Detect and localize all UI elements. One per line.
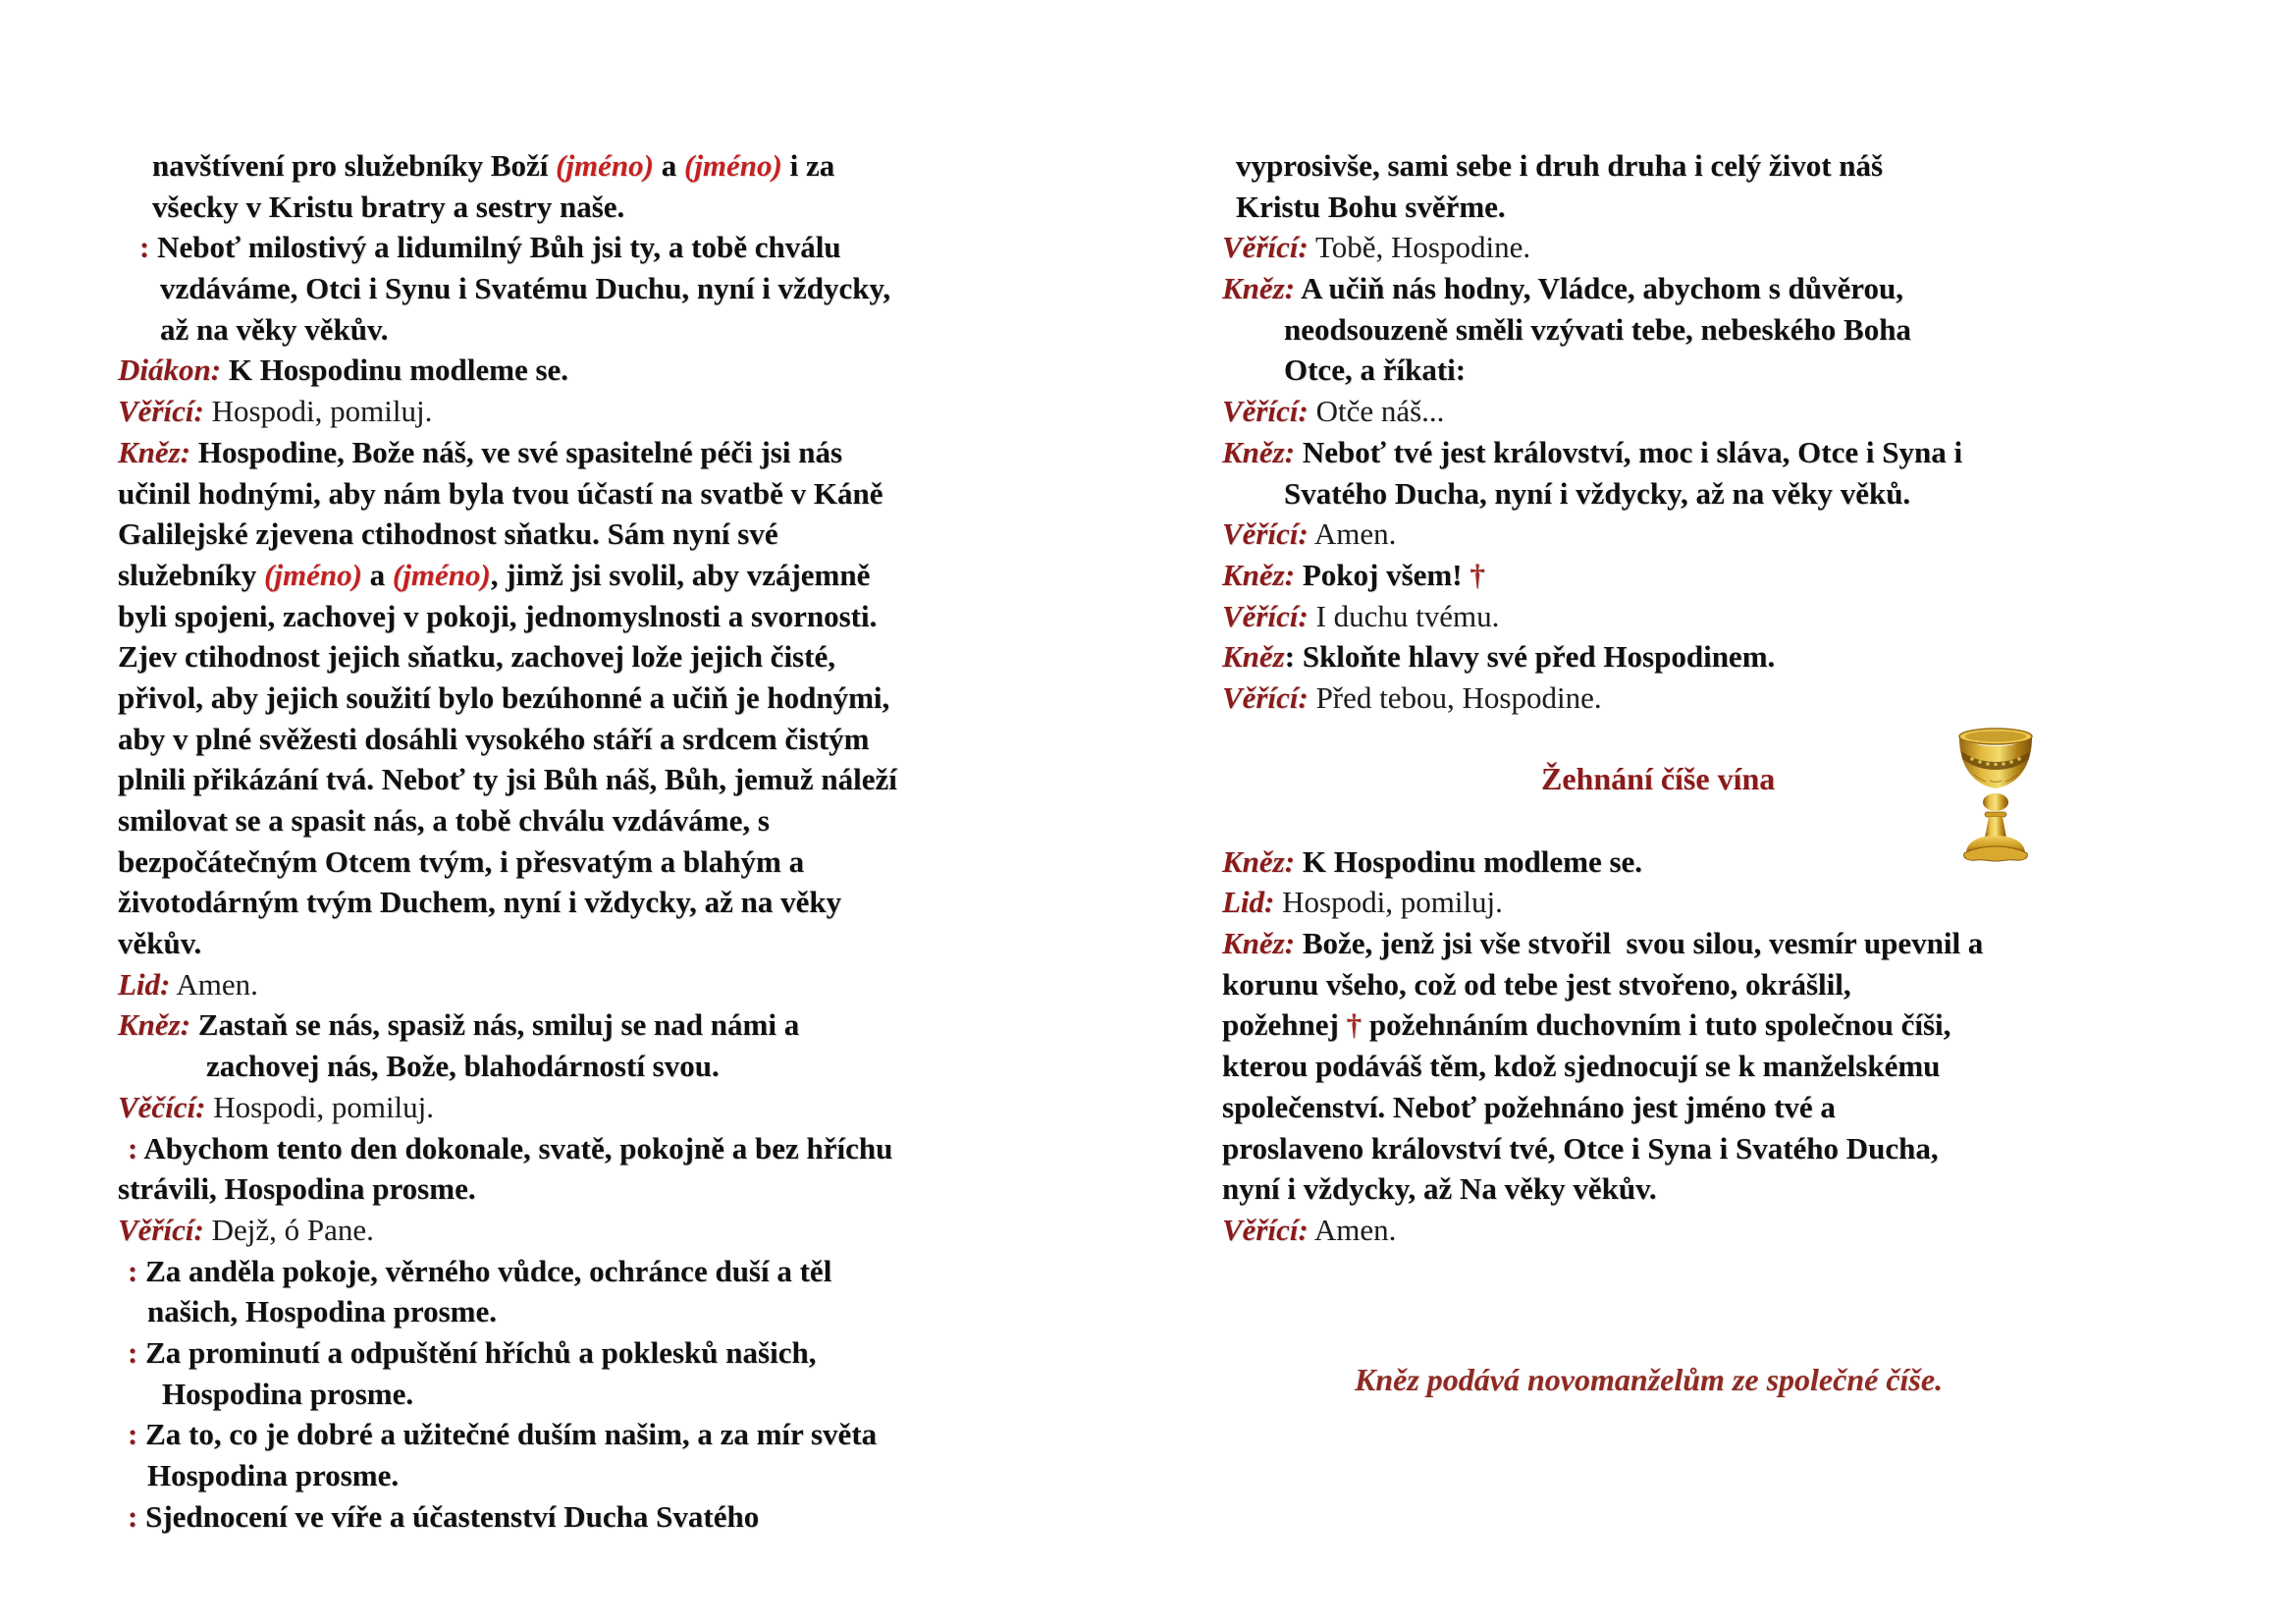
text-line [1222, 391, 2204, 432]
speaker-label: Diákon: [118, 352, 222, 388]
liturgy-text: korunu všeho, což od tebe jest stvořeno, okrášlil, [1222, 966, 1851, 1001]
speaker-label: Kněz: [1222, 434, 1296, 469]
response-text: Amen. [170, 966, 258, 1001]
liturgy-text: požehnej [1222, 1007, 1347, 1043]
liturgy-text: A učiň nás hodny, Vládce, abychom s důvěrou, [1295, 271, 1903, 306]
liturgy-text: všecky v Kristu bratry a sestry naše. [152, 189, 625, 224]
liturgy-text: navštívení pro služebníky Boží [152, 148, 557, 183]
text-line [1222, 227, 2204, 268]
liturgy-text: Zjev ctihodnost jejich sňatku, zachovej lože jejich čisté, [118, 639, 835, 675]
liturgy-text: neodsouzeně směli vzývati tebe, nebeského Boha [1284, 311, 1911, 347]
name-placeholder: (jméno) [556, 148, 654, 183]
liturgy-text: zachovej nás, Bože, blahodárností svou. [206, 1049, 720, 1084]
liturgy-text: našich, Hospodina prosme. [147, 1294, 498, 1329]
text-line [1222, 473, 2204, 514]
text-line [1222, 187, 2204, 228]
text-line [118, 391, 1099, 432]
text-line [118, 1374, 1099, 1415]
name-placeholder: (jméno) [684, 148, 782, 183]
liturgy-text: Svatého Ducha, nyní i vždycky, až na věky věků. [1284, 475, 1911, 511]
liturgy-text: Neboť milostivý a lidumilný Bůh jsi ty, a tobě chválu [157, 230, 841, 265]
liturgy-text: proslaveno království tvé, Otce i Syna i Svatého Ducha, [1222, 1130, 1939, 1165]
liturgy-text: společenství. Neboť požehnáno jest jméno tvé a [1222, 1089, 1836, 1124]
liturgy-text: strávili, Hospodina prosme. [118, 1171, 476, 1207]
liturgy-text: Kristu Bohu svěřme. [1236, 189, 1506, 224]
response-text: Před tebou, Hospodine. [1308, 679, 1602, 715]
text-line [118, 1414, 1099, 1455]
blank-line [1222, 800, 2204, 841]
litany-colon-marker: : [139, 230, 158, 265]
speaker-label: Věčící: [118, 1089, 206, 1124]
response-text: I duchu tvému. [1308, 598, 1500, 633]
liturgy-text: smilovat se a spasit nás, a tobě chválu vzdáváme, s [118, 803, 770, 838]
response-text: Tobě, Hospodine. [1308, 230, 1531, 265]
liturgy-text: Sjednocení ve víře a účastenství Ducha Svatého [145, 1498, 760, 1534]
text-line [1222, 882, 2204, 923]
text-line [118, 350, 1099, 391]
liturgy-text: Za prominutí a odpuštění hříchů a poklesků našich, [145, 1334, 817, 1370]
right-text-column [1222, 145, 2204, 1401]
text-line [118, 759, 1099, 800]
response-text: Amen. [1308, 516, 1397, 552]
text-line [1222, 964, 2204, 1005]
speaker-label: Věřící: [1222, 679, 1308, 715]
text-line [118, 1128, 1099, 1169]
text-line [1222, 1004, 2204, 1046]
liturgy-text: Pokoj všem! [1295, 557, 1470, 592]
speaker-label: Kněz: [118, 434, 191, 469]
liturgy-text: vyprosivše, sami sebe i druh druha i celý život náš [1236, 148, 1884, 183]
text-line [118, 841, 1099, 883]
liturgy-text: až na věky věkův. [160, 311, 389, 347]
blessing-cross-icon: † [1469, 557, 1485, 592]
text-line [1222, 923, 2204, 964]
litany-colon-marker: : [128, 1334, 146, 1370]
liturgy-text: plnili přikázání tvá. Neboť ty jsi Bůh náš, Bůh, jemuž náleží [118, 762, 897, 797]
liturgy-text: přivol, aby jejich soužití bylo bezúhonné a učiň je hodnými, [118, 679, 890, 715]
liturgy-text: Za to, co je dobré a užitečné duším našim, a za mír světa [145, 1417, 878, 1452]
text-line [1222, 841, 2204, 883]
text-line [1222, 1046, 2204, 1087]
text-line [1222, 432, 2204, 473]
text-line [118, 1210, 1099, 1251]
response-text: Otče náš... [1308, 394, 1445, 429]
liturgy-text: K Hospodinu modleme se. [221, 352, 569, 388]
speaker-label: Kněz: [1222, 271, 1296, 306]
text-line [1222, 555, 2204, 596]
speaker-label: Kněz: [1222, 926, 1296, 961]
text-line [118, 1291, 1099, 1332]
name-placeholder: (jméno) [264, 557, 362, 592]
text-line [1222, 636, 2204, 677]
liturgy-text: nyní i vždycky, až Na věky věkův. [1222, 1171, 1657, 1207]
text-line [118, 923, 1099, 964]
text-line [118, 677, 1099, 719]
text-line [118, 227, 1099, 268]
text-line [118, 514, 1099, 555]
liturgy-text: Zastaň se nás, spasiž nás, smiluj se nad námi a [190, 1007, 800, 1043]
liturgy-text: bezpočátečným Otcem tvým, i přesvatým a blahým a [118, 843, 805, 879]
liturgy-text: Za anděla pokoje, věrného vůdce, ochránce duší a těl [145, 1253, 832, 1288]
text-line [118, 187, 1099, 228]
speaker-label: Věřící: [1222, 394, 1308, 429]
blank-line [1222, 719, 2204, 760]
speaker-label: Věřící: [1222, 1212, 1308, 1247]
blank-line [1222, 1291, 2204, 1332]
text-line [118, 268, 1099, 309]
text-line [1222, 1210, 2204, 1251]
text-line [118, 1168, 1099, 1210]
speaker-label: Věřící: [118, 1212, 204, 1247]
liturgy-text: Hospodina prosme. [147, 1458, 400, 1492]
speaker-label: Věřící: [1222, 598, 1308, 633]
text-line [118, 1455, 1099, 1496]
text-line [118, 145, 1099, 187]
text-line [1222, 145, 2204, 187]
response-text: Dejž, ó Pane. [203, 1212, 374, 1247]
text-line [1222, 1128, 2204, 1169]
section-heading: Žehnání číše vína [1541, 761, 1776, 797]
liturgy-text: byli spojeni, zachovej v pokoji, jednomyslnosti a svornosti. [118, 598, 878, 633]
rubric-note: Kněz podává novomanželům ze společné číše. [1355, 1361, 1944, 1397]
liturgy-text: služebníky [118, 557, 265, 592]
text-line [118, 964, 1099, 1005]
liturgy-text: Galilejské zjevena ctihodnost sňatku. Sám nyní své [118, 516, 778, 552]
litany-colon-marker: : [128, 1498, 146, 1534]
golden-chalice-image [1939, 720, 2055, 867]
liturgy-text: a [654, 148, 684, 183]
text-line [118, 1087, 1099, 1128]
name-placeholder: (jméno) [392, 557, 491, 592]
liturgy-text: Neboť tvé jest království, moc i sláva, Otce i Syna i [1295, 434, 1963, 469]
liturgy-text: kterou podáváš těm, kdož sjednocují se k manželskému [1222, 1049, 1941, 1084]
liturgy-text: učinil hodnými, aby nám byla tvou účastí na svatbě v Káně [118, 475, 883, 511]
speaker-label: Kněz: [1222, 557, 1296, 592]
response-text: Hospodi, pomiluj. [203, 394, 433, 429]
chalice-icon [1939, 720, 2055, 867]
response-text: Amen. [1308, 1212, 1397, 1247]
response-text: Hospodi, pomiluj. [1274, 885, 1503, 920]
liturgy-text: , jimž jsi svolil, aby vzájemně [490, 557, 871, 592]
liturgy-text: aby v plné svěžesti dosáhli vysokého stáří a srdcem čistým [118, 721, 870, 756]
liturgy-text: Abychom tento den dokonale, svatě, pokojně a bez hříchu [143, 1130, 893, 1165]
speaker-label: Lid: [1222, 885, 1275, 920]
text-line [1222, 309, 2204, 351]
speaker-label: Lid: [118, 966, 171, 1001]
text-line [118, 1496, 1099, 1538]
liturgy-text: Hospodina prosme. [162, 1376, 414, 1411]
text-line [1222, 677, 2204, 719]
liturgy-text: Otce, a říkati: [1284, 352, 1467, 388]
text-line [118, 719, 1099, 760]
text-line [1222, 1087, 2204, 1128]
liturgy-text: i za [781, 148, 835, 183]
text-line [118, 1004, 1099, 1046]
text-line [1222, 350, 2204, 391]
response-text: Hospodi, pomiluj. [205, 1089, 435, 1124]
text-line [1222, 514, 2204, 555]
liturgy-text: Hospodine, Bože náš, ve své spasitelné péči jsi nás [190, 434, 843, 469]
text-line [118, 596, 1099, 637]
liturgy-text: životodárným tvým Duchem, nyní i vždycky, až na věky [118, 885, 842, 920]
text-line [118, 473, 1099, 514]
blessing-cross-icon: † [1346, 1007, 1362, 1043]
litany-colon-marker: : [128, 1417, 146, 1452]
text-line [1222, 268, 2204, 309]
speaker-label: Věřící: [1222, 516, 1308, 552]
text-line [118, 1046, 1099, 1087]
speaker-label: Věřící: [118, 394, 204, 429]
text-line [118, 555, 1099, 596]
speaker-label: Kněz [1222, 639, 1285, 675]
litany-colon-marker: : [128, 1253, 146, 1288]
speaker-label: Kněz: [118, 1007, 191, 1043]
liturgy-text: požehnáním duchovním i tuto společnou číši, [1362, 1007, 1951, 1043]
text-line [1222, 596, 2204, 637]
liturgy-text: věkův. [118, 926, 202, 961]
text-line [118, 432, 1099, 473]
liturgy-text: : Skloňte hlavy své před Hospodinem. [1284, 639, 1776, 675]
text-line [118, 636, 1099, 677]
text-line [118, 1332, 1099, 1374]
speaker-label: Kněz: [1222, 843, 1296, 879]
liturgy-text: vzdáváme, Otci i Synu i Svatému Duchu, nyní i vždycky, [160, 271, 891, 306]
speaker-label: Věřící: [1222, 230, 1308, 265]
text-line [118, 309, 1099, 351]
text-line [1222, 1168, 2204, 1210]
liturgy-text: K Hospodinu modleme se. [1295, 843, 1643, 879]
text-line [118, 800, 1099, 841]
litany-colon-marker: : [128, 1130, 144, 1165]
liturgy-text: Bože, jenž jsi vše stvořil svou silou, vesmír upevnil a [1295, 926, 1984, 961]
text-line [118, 1251, 1099, 1292]
text-line [118, 882, 1099, 923]
left-text-column [118, 145, 1099, 1537]
blank-line [1222, 1251, 2204, 1292]
liturgy-text: a [361, 557, 393, 592]
